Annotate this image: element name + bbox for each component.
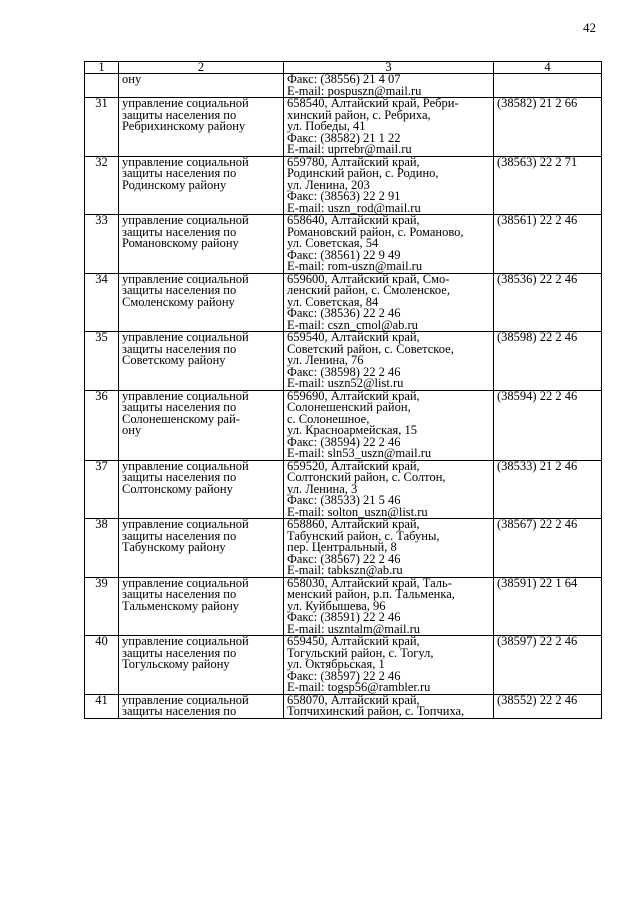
table-row — [85, 215, 602, 274]
row-number — [85, 74, 119, 98]
contacts-table — [84, 61, 602, 719]
table-row — [85, 74, 602, 98]
agency-address: Факс: (38556) 21 4 07 E-mail: pospuszn@mail.ru — [284, 74, 494, 98]
page-number: 42 — [583, 20, 596, 35]
agency-name: управление социальной защиты населения по Романовскому району — [119, 215, 284, 274]
agency-name: управление социальной защиты населения по Тогульскому району — [119, 636, 284, 695]
agency-address: 658640, Алтайский край, Романовский район, с. Романово, ул. Советская, 54 Факс: (38561) 22 9 49 E-mail: rom-uszn@mail.ru — [284, 215, 494, 274]
column-header-4: 4 — [494, 62, 602, 74]
agency-address: 659780, Алтайский край, Родинский район, с. Родино, ул. Ленина, 203 Факс: (38563) 22 2 91 E-mail: uszn_rod@mail.ru — [284, 156, 494, 215]
row-number: 33 — [85, 215, 119, 274]
agency-name: управление социальной защиты населения по Ребрихинскому району — [119, 98, 284, 157]
agency-phone: (38533) 21 2 46 — [494, 460, 602, 519]
column-header-3: 3 — [284, 62, 494, 74]
agency-name: управление социальной защиты населения по Тальменскому району — [119, 577, 284, 636]
table-row — [85, 156, 602, 215]
row-number: 37 — [85, 460, 119, 519]
agency-address: 659690, Алтайский край, Солонешенский район, с. Солонешное, ул. Красноармейская, 15 Факс: (38594) 22 2 46 E-mail: sln53_uszn@mail.ru — [284, 390, 494, 460]
table-row — [85, 460, 602, 519]
table-row — [85, 332, 602, 391]
agency-phone: (38536) 22 2 46 — [494, 273, 602, 332]
table-row — [85, 636, 602, 695]
agency-address: 658540, Алтайский край, Ребри- хинский район, с. Ребриха, ул. Победы, 41 Факс: (38582) 21 1 22 E-mail: uprrebr@mail.ru — [284, 98, 494, 157]
row-number: 40 — [85, 636, 119, 695]
agency-address: 659600, Алтайский край, Смо- ленский район, с. Смоленское, ул. Советская, 84 Факс: (38536) 22 2 46 E-mail: cszn_cmol@ab.ru — [284, 273, 494, 332]
agency-phone: (38582) 21 2 66 — [494, 98, 602, 157]
table-header-row — [85, 62, 602, 74]
row-number: 32 — [85, 156, 119, 215]
agency-address: 658860, Алтайский край, Табунский район, с. Табуны, пер. Центральный, 8 Факс: (38567) 22 2 46 E-mail: tabkszn@ab.ru — [284, 519, 494, 578]
agency-name: управление социальной защиты населения по Солонешенскому рай- ону — [119, 390, 284, 460]
agency-name: управление социальной защиты населения по Советскому району — [119, 332, 284, 391]
agency-phone: (38563) 22 2 71 — [494, 156, 602, 215]
column-header-2: 2 — [119, 62, 284, 74]
agency-phone: (38597) 22 2 46 — [494, 636, 602, 695]
table-row — [85, 98, 602, 157]
agency-address: 659450, Алтайский край, Тогульский район, с. Тогул, ул. Октябрьская, 1 Факс: (38597) 22 2 46 E-mail: togsp56@rambler.ru — [284, 636, 494, 695]
column-header-1: 1 — [85, 62, 119, 74]
agency-phone: (38552) 22 2 46 — [494, 694, 602, 718]
agency-name: ону — [119, 74, 284, 98]
table-body — [85, 62, 602, 719]
agency-name: управление социальной защиты населения по Родинскому району — [119, 156, 284, 215]
row-number: 39 — [85, 577, 119, 636]
agency-name: управление социальной защиты населения по Смоленскому району — [119, 273, 284, 332]
row-number: 41 — [85, 694, 119, 718]
agency-phone — [494, 74, 602, 98]
agency-phone: (38594) 22 2 46 — [494, 390, 602, 460]
table-row — [85, 577, 602, 636]
table-row — [85, 390, 602, 460]
agency-name: управление социальной защиты населения по — [119, 694, 284, 718]
agency-name: управление социальной защиты населения по Солтонскому району — [119, 460, 284, 519]
agency-phone: (38598) 22 2 46 — [494, 332, 602, 391]
row-number: 36 — [85, 390, 119, 460]
table-row — [85, 694, 602, 718]
row-number: 35 — [85, 332, 119, 391]
row-number: 34 — [85, 273, 119, 332]
agency-phone: (38567) 22 2 46 — [494, 519, 602, 578]
row-number: 38 — [85, 519, 119, 578]
agency-address: 658030, Алтайский край, Таль- менский район, р.п. Тальменка, ул. Куйбышева, 96 Факс: (38591) 22 2 46 E-mail: uszntalm@mail.ru — [284, 577, 494, 636]
agency-phone: (38591) 22 1 64 — [494, 577, 602, 636]
agency-address: 659520, Алтайский край, Солтонский район, с. Солтон, ул. Ленина, 3 Факс: (38533) 21 5 46 E-mail: solton_uszn@list.ru — [284, 460, 494, 519]
table-row — [85, 519, 602, 578]
agency-address: 659540, Алтайский край, Советский район, с. Советское, ул. Ленина, 76 Факс: (38598) 22 2 46 E-mail: uszn52@list.ru — [284, 332, 494, 391]
agency-phone: (38561) 22 2 46 — [494, 215, 602, 274]
agency-name: управление социальной защиты населения по Табунскому району — [119, 519, 284, 578]
row-number: 31 — [85, 98, 119, 157]
agency-address: 658070, Алтайский край, Топчихинский район, с. Топчиха, — [284, 694, 494, 718]
table-row — [85, 273, 602, 332]
